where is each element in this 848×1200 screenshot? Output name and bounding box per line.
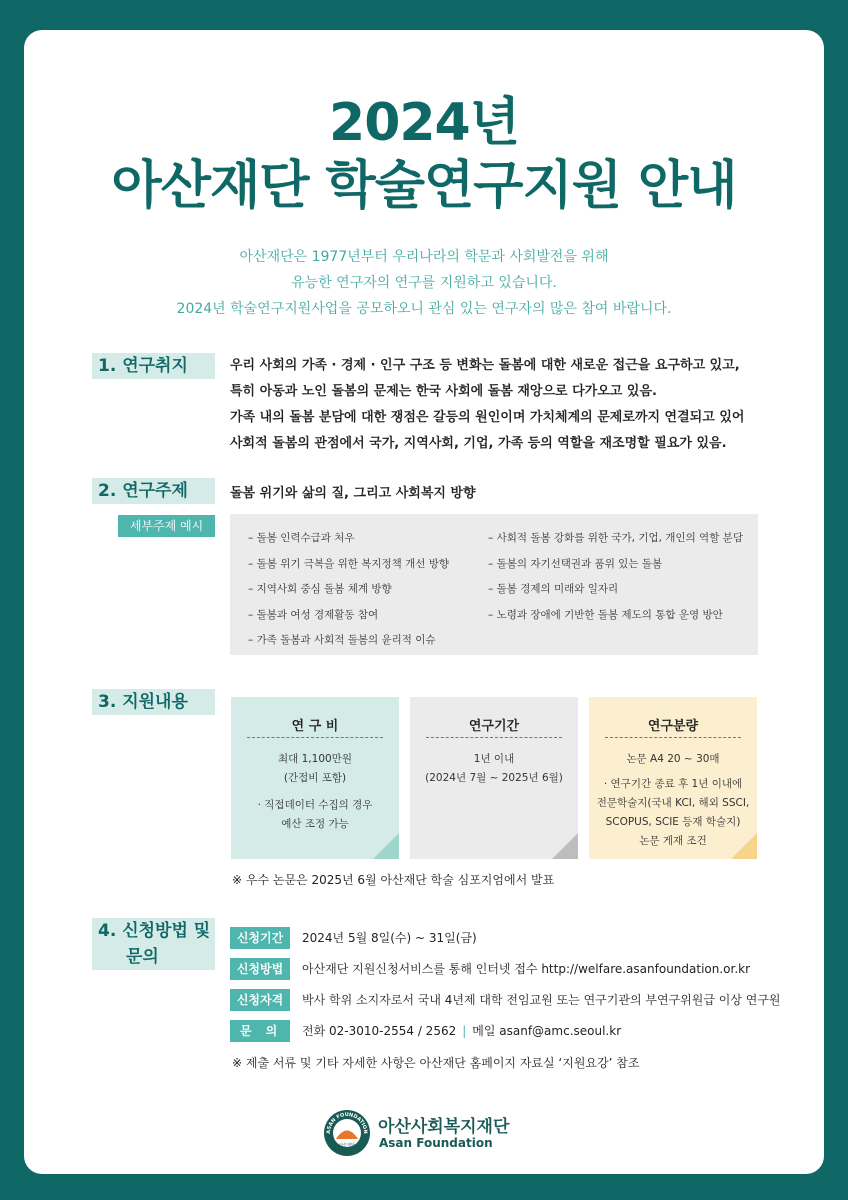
subtopic-item: – 돌봄 위기 극복을 위한 복지정책 개선 방향	[248, 557, 450, 570]
application-label: 신청방법	[230, 958, 290, 980]
support-card-period	[410, 697, 578, 859]
support-card-title: 연 구 비	[291, 719, 339, 734]
support-card-line: 최대 1,100만원	[278, 753, 352, 765]
foundation-logo	[322, 1108, 532, 1156]
section-heading-support: 3. 지원내용	[92, 689, 215, 715]
divider	[605, 737, 741, 738]
support-card-line: 예산 조정 가능	[281, 818, 349, 830]
divider	[247, 737, 383, 738]
separator: |	[462, 1024, 467, 1038]
page-title: 아산재단 학술연구지원 안내	[111, 156, 737, 216]
page-fold-icon	[373, 833, 399, 859]
support-card-line: (2024년 7월 ~ 2025년 6월)	[425, 772, 563, 784]
support-card-line: 논문 게재 조건	[639, 835, 707, 847]
subtopic-item: – 돌봄과 여성 경제활동 참여	[248, 608, 379, 621]
subtopic-item: – 사회적 돌봄 강화를 위한 국가, 기업, 개인의 역할 분담	[488, 532, 743, 544]
application-value: 2024년 5월 8일(수) ~ 31일(금)	[302, 931, 477, 945]
subtopic-item: – 돌봄의 자기선택권과 품위 있는 돌봄	[488, 557, 663, 570]
support-card-title: 연구기간	[468, 719, 520, 734]
purpose-line: 우리 사회의 가족 · 경제 · 인구 구조 등 변화는 돌봄에 대한 새로운 접근을 요구하고 있고,	[230, 358, 740, 373]
intro-line: 아산재단은 1977년부터 우리나라의 학문과 사회발전을 위해	[239, 249, 609, 265]
subtopic-item: – 지역사회 중심 돌봄 체계 방향	[248, 583, 392, 595]
section-heading-purpose: 1. 연구취지	[92, 353, 215, 379]
support-card-title: 연구분량	[647, 719, 699, 734]
subtopic-item: – 돌봄 인력수급과 처우	[248, 532, 355, 544]
page-fold-icon	[731, 833, 757, 859]
page-title-year: 2024년	[329, 93, 519, 153]
application-label: 문의	[230, 1020, 290, 1042]
svg-text:아산재단: 아산재단	[339, 1142, 355, 1147]
subtopic-box	[230, 514, 758, 655]
support-card-line: (간접비 포함)	[283, 772, 347, 784]
support-card-line: · 직접데이터 수집의 경우	[257, 799, 373, 811]
subtopic-item: – 돌봄 경제의 미래와 일자리	[488, 583, 619, 595]
application-label: 신청기간	[230, 927, 290, 949]
divider	[426, 737, 562, 738]
section-heading-line: 4. 신청방법 및	[98, 921, 211, 941]
subtopic-item: – 노령과 장애에 기반한 돌봄 제도의 통합 운영 방안	[488, 608, 723, 621]
intro-text	[0, 244, 848, 322]
application-label: 신청자격	[230, 989, 290, 1011]
page-fold-icon	[552, 833, 578, 859]
section-heading-application	[92, 918, 215, 970]
purpose-line: 사회적 돌봄의 관점에서 국가, 지역사회, 기업, 가족 등의 역할을 재조명할 필요가 있음.	[230, 436, 727, 451]
intro-line: 2024년 학술연구지원사업을 공모하오니 관심 있는 연구자의 많은 참여 바랍니다.	[176, 301, 672, 317]
svg-text:ASAN FOUNDATION: ASAN FOUNDATION	[325, 1111, 369, 1134]
purpose-line: 가족 내의 돌봄 분담에 대한 쟁점은 갈등의 원인이며 가치체계의 문제로까지 연결되고 있어	[230, 410, 745, 425]
application-value	[302, 1020, 621, 1042]
org-name-english: Asan Foundation	[379, 1136, 493, 1150]
support-card-length	[589, 697, 757, 859]
support-card-line: 1년 이내	[473, 753, 515, 765]
application-value: 박사 학위 소지자로서 국내 4년제 대학 전임교원 또는 연구기관의 부연구위원급 이상 연구원	[302, 993, 781, 1007]
support-card-line: 전문학술지(국내 KCI, 해외 SSCI,	[596, 797, 750, 809]
research-topic: 돌봄 위기와 삶의 질, 그리고 사회복지 방향	[230, 486, 476, 501]
subtopic-column-left	[248, 526, 449, 654]
subtopic-tag: 세부주제 예시	[118, 515, 215, 537]
org-name-korean: 아산사회복지재단	[378, 1117, 510, 1137]
symposium-note: ※ 우수 논문은 2025년 6월 아산재단 학술 심포지엄에서 발표	[232, 873, 555, 887]
support-card-line: · 연구기간 종료 후 1년 이내에	[603, 778, 743, 790]
support-card-line: 논문 A4 20 ~ 30매	[626, 753, 720, 765]
subtopic-column-right	[488, 526, 743, 628]
support-card-body	[231, 750, 399, 834]
foundation-emblem-icon	[322, 1108, 372, 1158]
contact-phone: 전화 02-3010-2554 / 2562	[302, 1024, 457, 1038]
submission-note: ※ 제출 서류 및 기타 자세한 사항은 아산재단 홈페이지 자료실 ‘지원요강’ 참조	[232, 1056, 640, 1070]
application-value: 아산재단 지원신청서비스를 통해 인터넷 접수 http://welfare.asanfoundation.or.kr	[302, 962, 751, 976]
section-heading-line: 문의	[126, 947, 159, 967]
support-card-line: SCOPUS, SCIE 등재 학술지)	[605, 816, 741, 828]
subtopic-item: – 가족 돌봄과 사회적 돌봄의 윤리적 이슈	[248, 634, 436, 646]
contact-email: 메일 asanf@amc.seoul.kr	[472, 1024, 622, 1038]
support-card-line	[231, 788, 399, 796]
purpose-text	[230, 353, 810, 457]
purpose-line: 특히 아동과 노인 돌봄의 문제는 한국 사회에 돌봄 재앙으로 다가오고 있음.	[230, 384, 657, 399]
intro-line: 유능한 연구자의 연구를 지원하고 있습니다.	[291, 275, 557, 291]
support-card-funding	[231, 697, 399, 859]
section-heading-topic: 2. 연구주제	[92, 478, 215, 504]
support-card-body	[410, 750, 578, 788]
